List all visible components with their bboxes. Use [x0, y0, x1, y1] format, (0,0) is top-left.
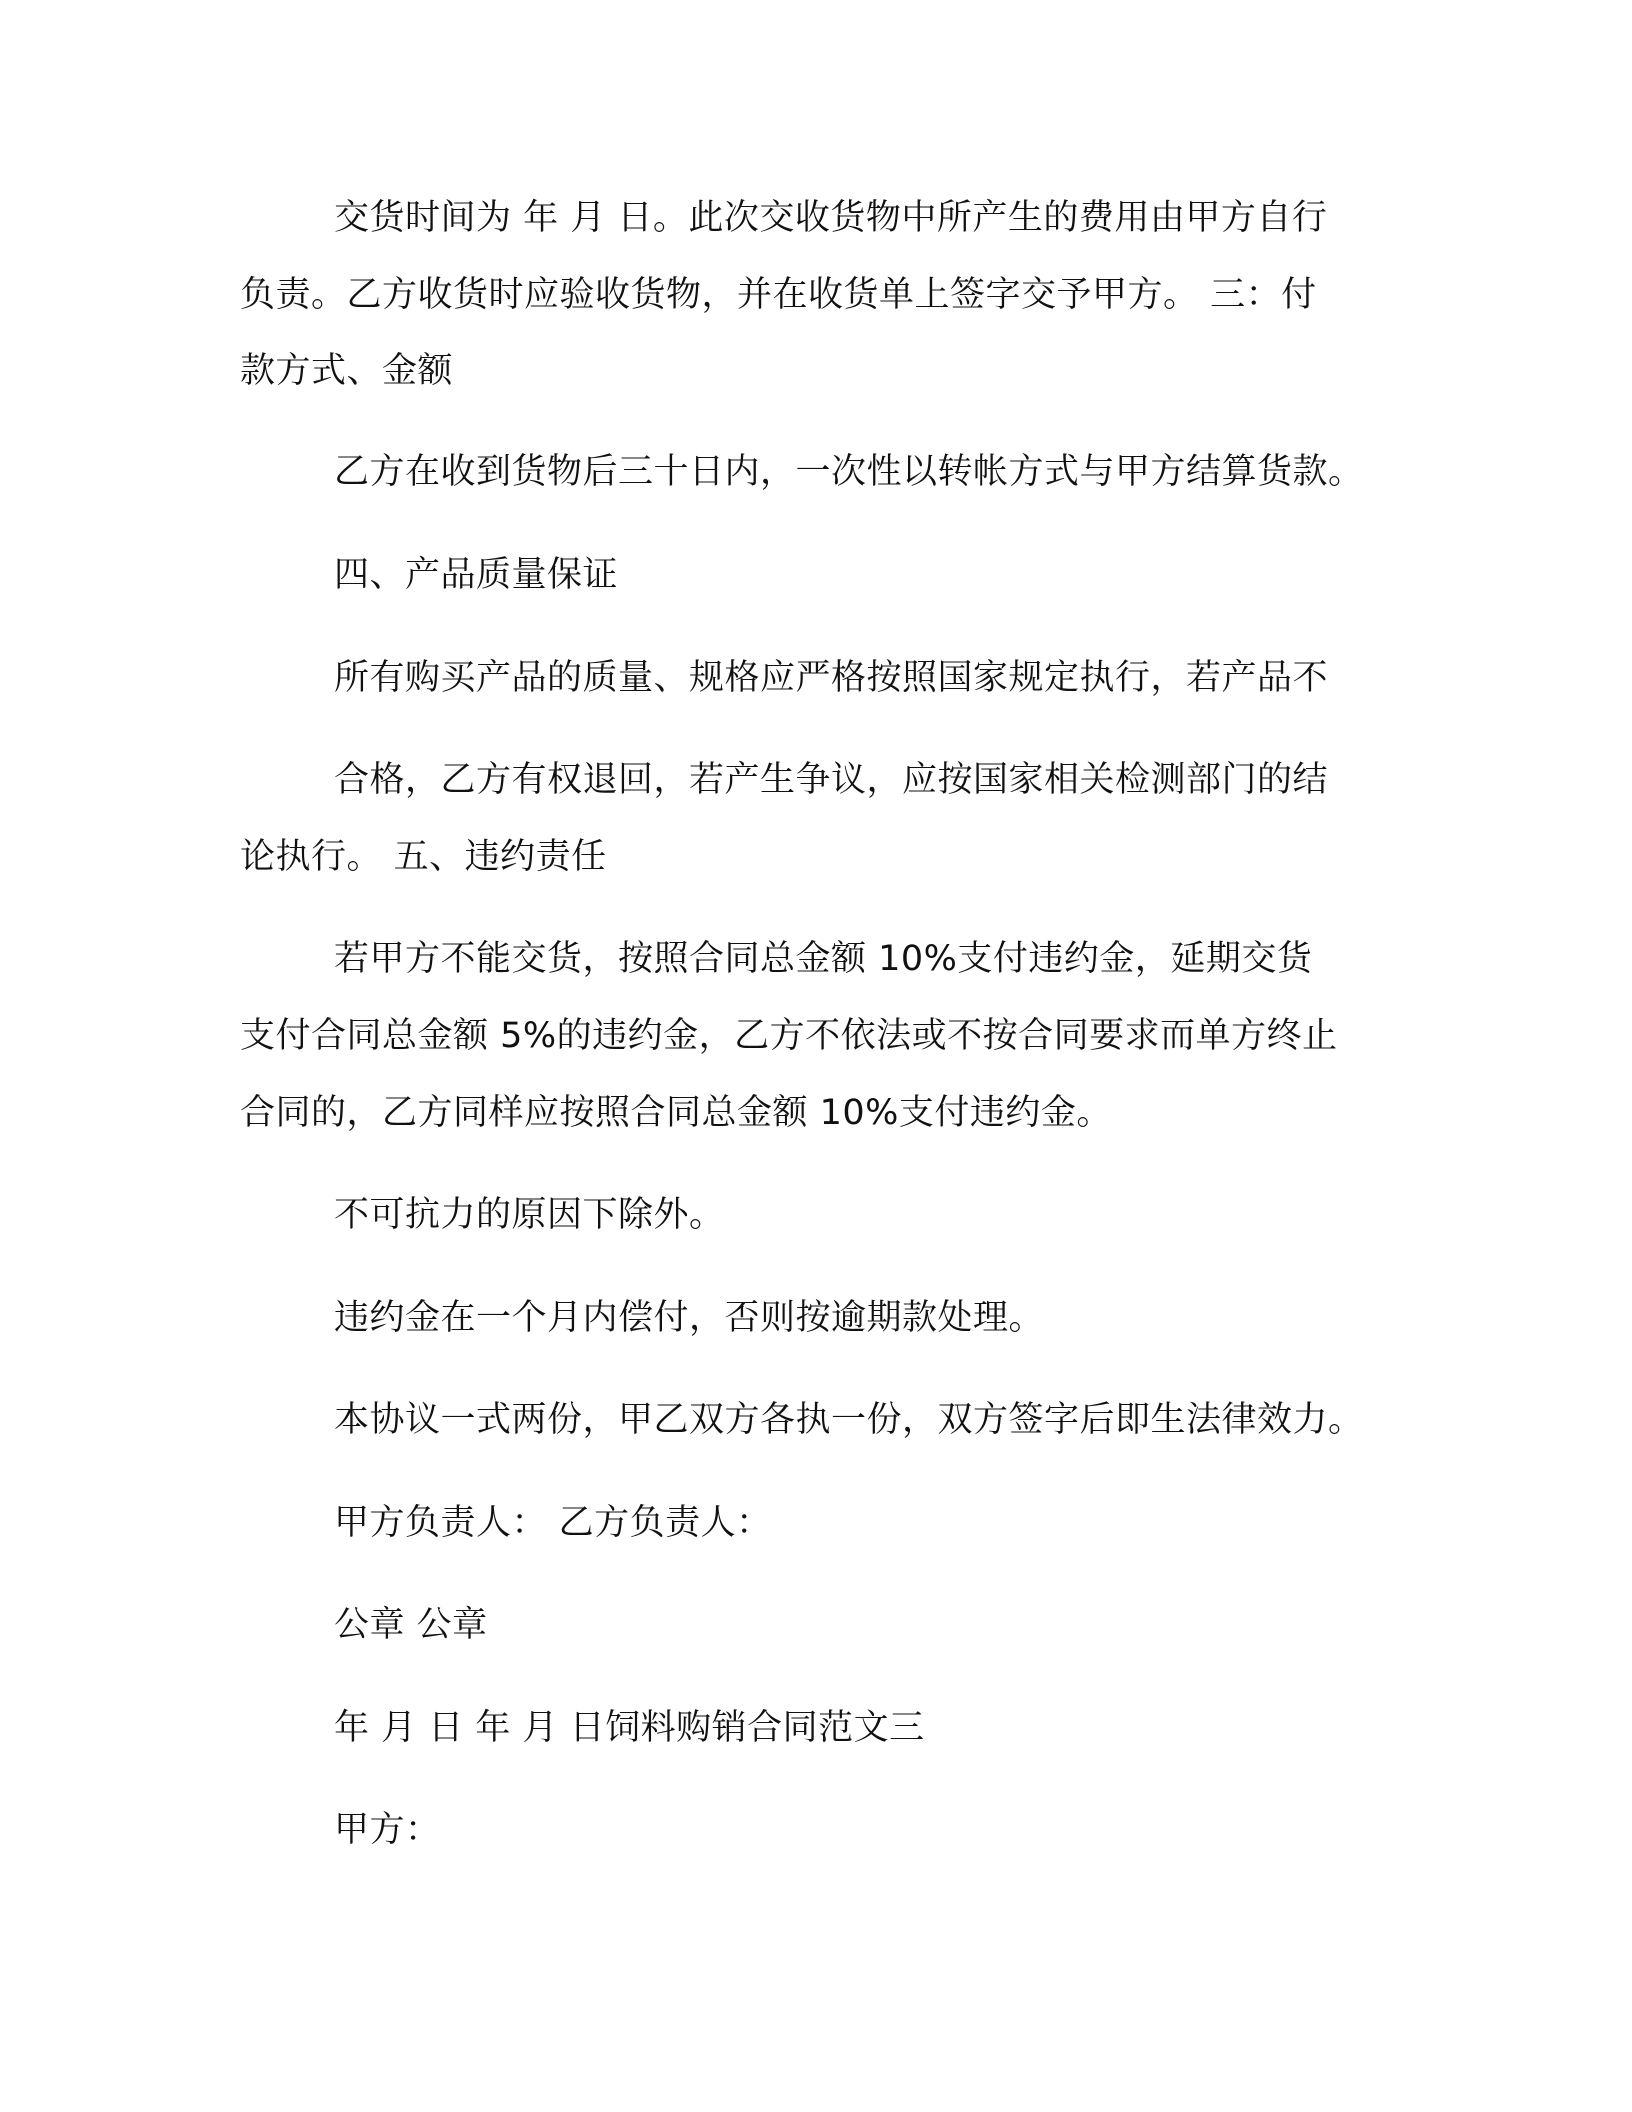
- party-a-label: 甲方：: [334, 1810, 441, 1850]
- text-line-inspection: 负责。乙方收货时应验收货物，并在收货单上签字交予甲方。 三：付: [240, 275, 1317, 315]
- text-line-breach-1: 若甲方不能交货，按照合同总金额 10%支付违约金，延期交货: [334, 939, 1313, 979]
- text-line-delivery-time: 交货时间为 年 月 日。此次交收货物中所产生的费用由甲方自行: [334, 198, 1328, 238]
- text-line-quality-2: 合格，乙方有权退回，若产生争议，应按国家相关检测部门的结: [334, 760, 1329, 800]
- text-line-quality-1: 所有购买产品的质量、规格应严格按照国家规定执行，若产品不: [334, 658, 1329, 698]
- text-line-force-majeure: 不可抗力的原因下除外。: [334, 1195, 725, 1235]
- text-line-penalty-payment: 违约金在一个月内偿付，否则按逾期款处理。: [334, 1298, 1045, 1338]
- signature-line-seal: 公章 公章: [334, 1605, 488, 1645]
- text-line-breach-2: 支付合同总金额 5%的违约金，乙方不依法或不按合同要求而单方终止: [240, 1016, 1338, 1056]
- text-line-payment-heading: 款方式、金额: [240, 351, 454, 391]
- text-line-breach-3: 合同的，乙方同样应按照合同总金额 10%支付违约金。: [240, 1093, 1112, 1133]
- text-line-breach-heading: 论执行。 五、违约责任: [240, 837, 607, 877]
- text-line-copies: 本协议一式两份，甲乙双方各执一份，双方签字后即生法律效力。: [334, 1400, 1364, 1440]
- section-heading-quality: 四、产品质量保证: [334, 555, 619, 595]
- date-line-and-title: 年 月 日 年 月 日饲料购销合同范文三: [334, 1708, 925, 1748]
- signature-line-responsible: 甲方负责人： 乙方负责人：: [334, 1503, 772, 1543]
- text-line-payment-terms: 乙方在收到货物后三十日内，一次性以转帐方式与甲方结算货款。: [334, 452, 1364, 492]
